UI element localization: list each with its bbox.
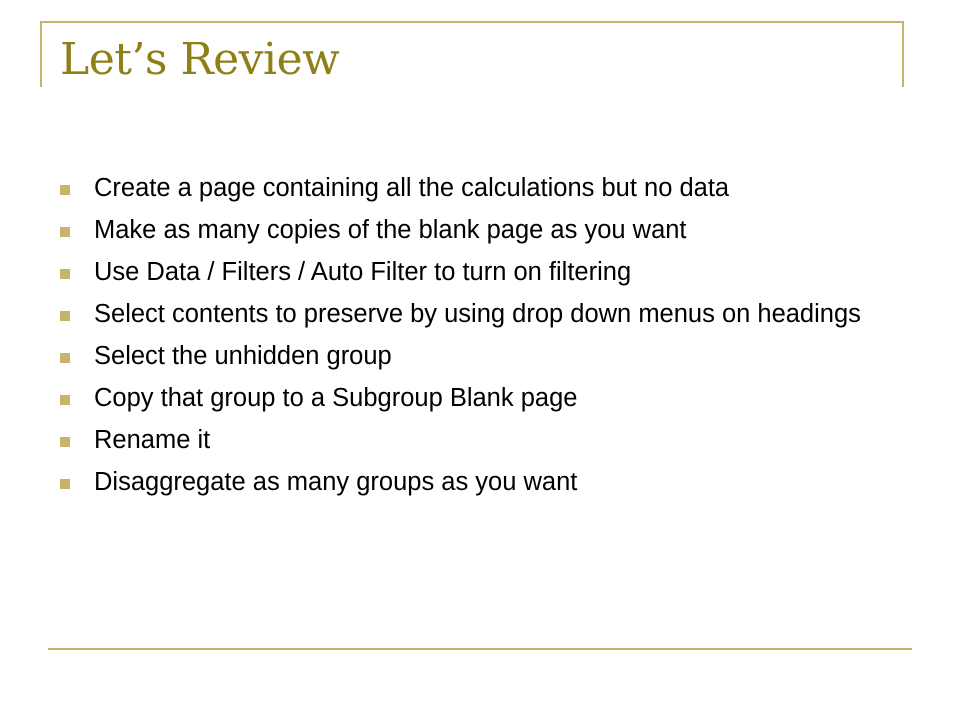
bullet-text: Disaggregate as many groups as you want: [94, 468, 578, 496]
bullet-item: [56, 173, 896, 204]
right-rule: [902, 21, 904, 87]
bullet-text: Create a page containing all the calculations but no data: [94, 174, 730, 202]
bullet-item: [56, 383, 896, 414]
bullet-list: [56, 173, 896, 509]
left-rule: [40, 21, 42, 87]
bullet-item: [56, 257, 896, 288]
square-bullet-icon: [60, 185, 70, 195]
square-bullet-icon: [60, 227, 70, 237]
bullet-item: [56, 215, 896, 246]
bullet-text: Select contents to preserve by using drop down menus on headings: [94, 300, 861, 328]
bullet-text: Rename it: [94, 426, 211, 454]
top-rule: [42, 21, 904, 23]
bullet-item: [56, 425, 896, 456]
square-bullet-icon: [60, 479, 70, 489]
bullet-text: Copy that group to a Subgroup Blank page: [94, 384, 578, 412]
bullet-item: [56, 299, 896, 330]
slide-title: Let’s Review: [60, 34, 340, 85]
bottom-rule: [48, 648, 912, 650]
bullet-item: [56, 341, 896, 372]
bullet-text: Make as many copies of the blank page as you want: [94, 216, 687, 244]
bullet-text: Select the unhidden group: [94, 342, 392, 370]
square-bullet-icon: [60, 353, 70, 363]
square-bullet-icon: [60, 269, 70, 279]
square-bullet-icon: [60, 311, 70, 321]
bullet-text: Use Data / Filters / Auto Filter to turn on filtering: [94, 258, 632, 286]
square-bullet-icon: [60, 395, 70, 405]
bullet-item: [56, 467, 896, 498]
square-bullet-icon: [60, 437, 70, 447]
